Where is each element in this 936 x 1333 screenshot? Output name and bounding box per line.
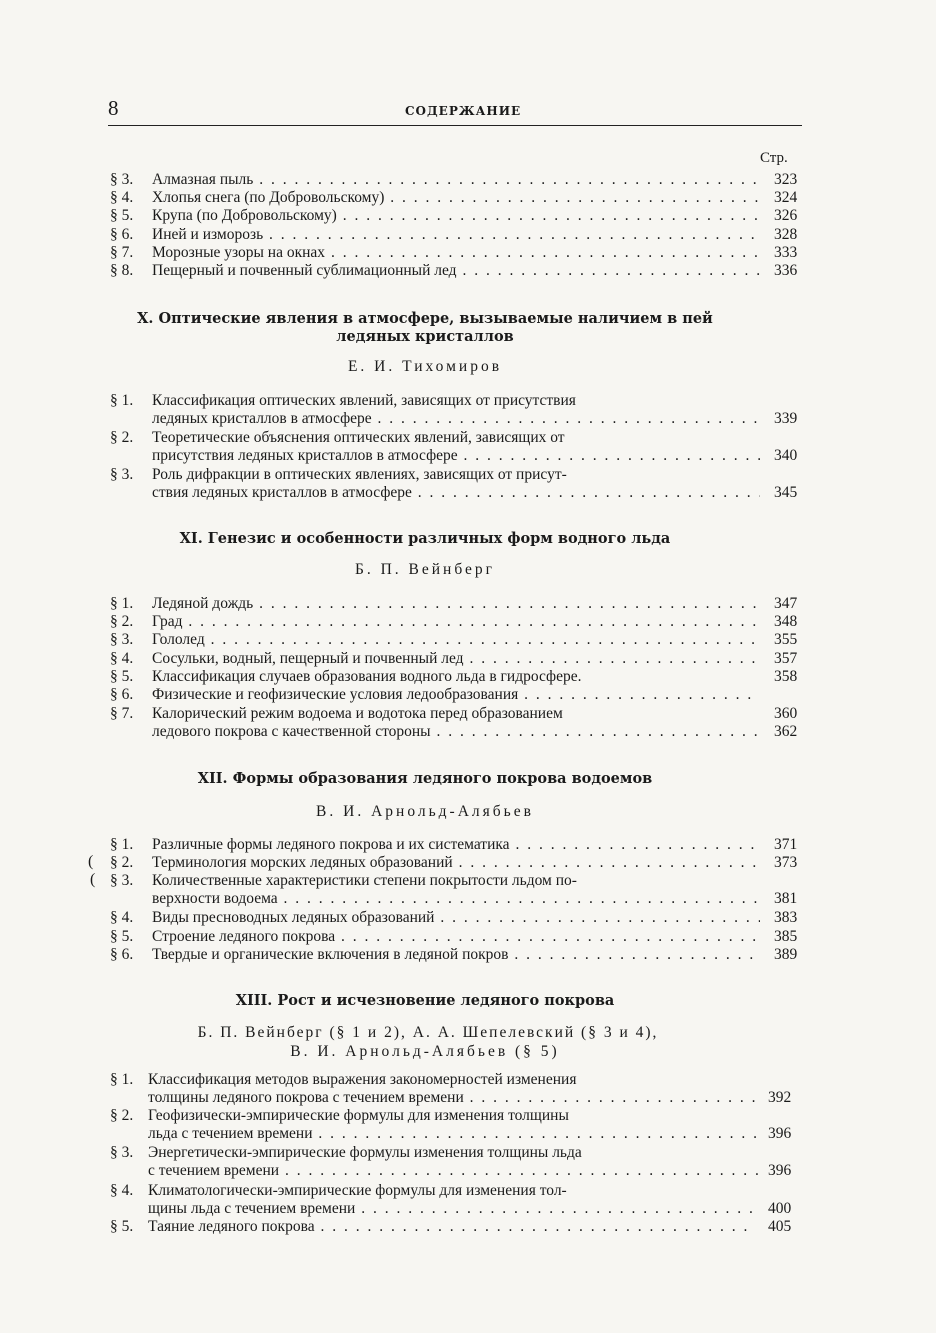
section-number: § 2. — [110, 1107, 134, 1124]
section-number: § 1. — [110, 836, 134, 853]
entry-title: Количественные характеристики степени покрытости льдом по- — [152, 872, 577, 889]
section-number: § 8. — [110, 262, 134, 279]
section-number: § 4. — [110, 1182, 134, 1199]
page-ref: 323 — [774, 171, 798, 188]
entry-title: Классификация методов выражения закономерностей изменения — [148, 1071, 577, 1088]
entry-title: Классификация оптических явлений, зависящих от присутствия — [152, 392, 576, 409]
page-ref: 385 — [774, 928, 798, 945]
page-ref: 326 — [774, 207, 798, 224]
chapter-author: Б. П. Вейнберг (§ 1 и 2), А. А. Шепелевский (§ 3 и 4), — [197, 1024, 659, 1041]
entry-title-continuation: с течением времени . . . — [148, 1162, 760, 1180]
section-number: § 5. — [110, 207, 134, 224]
entry-title: Энергетически-эмпирические формулы изменения толщины льда — [148, 1144, 582, 1161]
entry-title: Гололед . . . — [152, 631, 760, 649]
section-number: § 5. — [110, 928, 134, 945]
entry-title: Град . . . — [152, 613, 760, 631]
section-number: § 3. — [110, 466, 134, 483]
entry-title: Твердые и органические включения в ледяной покров . . . — [152, 946, 760, 964]
page-ref: 339 — [774, 410, 798, 427]
section-number: § 1. — [110, 1071, 134, 1088]
page-ref: 381 — [774, 890, 798, 907]
chapter-title: XIII. Рост и исчезновение ледяного покрова — [235, 992, 615, 1009]
section-number: § 5. — [110, 668, 134, 685]
page-ref: 336 — [774, 262, 798, 279]
page-ref: 383 — [774, 909, 798, 926]
entry-title: Крупа (по Добровольскому) . . . — [152, 207, 760, 225]
entry-title: Виды пресноводных ледяных образований . . . — [152, 909, 760, 927]
section-number: § 2. — [110, 613, 134, 630]
entry-title-continuation: щины льда с течением времени . . . — [148, 1200, 760, 1218]
running-title: СОДЕРЖАНИЕ — [405, 104, 522, 118]
section-number: § 3. — [110, 631, 134, 648]
page-ref: 400 — [768, 1200, 792, 1217]
page-ref: 358 — [774, 668, 798, 685]
entry-title: Классификация случаев образования водного льда в гидросфере. — [152, 668, 582, 685]
entry-title: Роль дифракции в оптических явлениях, зависящих от присут- — [152, 466, 567, 483]
page-ref: 328 — [774, 226, 798, 243]
entry-title: Хлопья снега (по Добровольскому) . . . — [152, 189, 760, 207]
section-number: § 3. — [110, 872, 134, 889]
section-number: § 4. — [110, 189, 134, 206]
chapter-title: XII. Формы образования ледяного покрова водоемов — [197, 770, 653, 787]
entry-title-continuation: верхности водоема . . . — [152, 890, 760, 908]
section-number: § 2. — [110, 429, 134, 446]
section-number: § 2. — [110, 854, 134, 871]
page-ref: 396 — [768, 1162, 792, 1179]
chapter-author: В. И. Арнольд-Алябьев — [316, 803, 534, 820]
page-ref: 324 — [774, 189, 798, 206]
entry-title: Различные формы ледяного покрова и их систематика . . . — [152, 836, 760, 854]
handwritten-mark: ( — [90, 871, 96, 888]
chapter-author: Б. П. Вейнберг — [354, 561, 496, 578]
entry-title: Иней и изморозь . . . — [152, 226, 760, 244]
chapter-author-continuation: В. И. Арнольд-Алябьев (§ 5) — [290, 1043, 560, 1060]
chapter-title: X. Оптические явления в атмосфере, вызываемые наличием в пей — [137, 310, 713, 327]
entry-title: Алмазная пыль . . . — [152, 171, 760, 189]
entry-title: Климатологически-эмпирические формулы для изменения тол- — [148, 1182, 567, 1199]
page-ref: 396 — [768, 1125, 792, 1142]
entry-title: Пещерный и почвенный сублимационный лед . . . — [152, 262, 760, 280]
page-ref: 371 — [774, 836, 798, 853]
section-number: § 4. — [110, 650, 134, 667]
section-number: § 1. — [110, 392, 134, 409]
page-ref: 360 — [774, 705, 798, 722]
page-ref: 373 — [774, 854, 798, 871]
entry-title-continuation: ледяных кристаллов в атмосфере . . . — [152, 410, 760, 428]
page-column-label: Стр. — [760, 150, 788, 166]
page-ref: 345 — [774, 484, 798, 501]
entry-title: Морозные узоры на окнах . . . — [152, 244, 760, 262]
entry-title: Физические и геофизические условия ледообразования . . . — [152, 686, 752, 704]
section-number: § 5. — [110, 1218, 134, 1235]
section-number: § 4. — [110, 909, 134, 926]
chapter-author: Е. И. Тихомиров — [347, 358, 503, 375]
entry-title-continuation: ствия ледяных кристаллов в атмосфере . . . — [152, 484, 760, 502]
page-ref: 362 — [774, 723, 798, 740]
section-number: § 3. — [110, 171, 134, 188]
entry-title: Терминология морских ледяных образований . . . — [152, 854, 760, 872]
page-ref: 392 — [768, 1089, 792, 1106]
page-number: 8 — [108, 96, 119, 120]
page-ref: 389 — [774, 946, 798, 963]
section-number: § 6. — [110, 686, 134, 703]
chapter-title-continuation: ледяных кристаллов — [336, 328, 514, 345]
entry-title-continuation: присутствия ледяных кристаллов в атмосфере . . . — [152, 447, 760, 465]
entry-title: Ледяной дождь . . . — [152, 595, 760, 613]
entry-title-continuation: льда с течением времени . . . — [148, 1125, 760, 1143]
entry-title: Таяние ледяного покрова . . . — [148, 1218, 754, 1236]
section-number: § 6. — [110, 946, 134, 963]
section-number: § 1. — [110, 595, 134, 612]
section-number: § 7. — [110, 244, 134, 261]
page-ref: 348 — [774, 613, 798, 630]
page-ref: 340 — [774, 447, 798, 464]
section-number: § 3. — [110, 1144, 134, 1161]
entry-title: Геофизически-эмпирические формулы для изменения толщины — [148, 1107, 569, 1124]
header-rule — [108, 125, 802, 126]
chapter-title: XI. Генезис и особенности различных форм водного льда — [179, 530, 671, 547]
page-ref: 357 — [774, 650, 798, 667]
entry-title-continuation: толщины ледяного покрова с течением времени . . . — [148, 1089, 760, 1107]
entry-title: Сосульки, водный, пещерный и почвенный лед . . . — [152, 650, 760, 668]
entry-title: Калорический режим водоема и водотока перед образованием — [152, 705, 563, 722]
entry-title: Строение ледяного покрова . . . — [152, 928, 760, 946]
section-number: § 7. — [110, 705, 134, 722]
page-ref: 405 — [768, 1218, 792, 1235]
entry-title-continuation: ледового покрова с качественной стороны . . . — [152, 723, 760, 741]
page-ref: 333 — [774, 244, 798, 261]
handwritten-mark: ( — [88, 853, 94, 870]
page-ref: 355 — [774, 631, 798, 648]
entry-title: Теоретические объяснения оптических явлений, зависящих от — [152, 429, 565, 446]
section-number: § 6. — [110, 226, 134, 243]
page-ref: 347 — [774, 595, 798, 612]
